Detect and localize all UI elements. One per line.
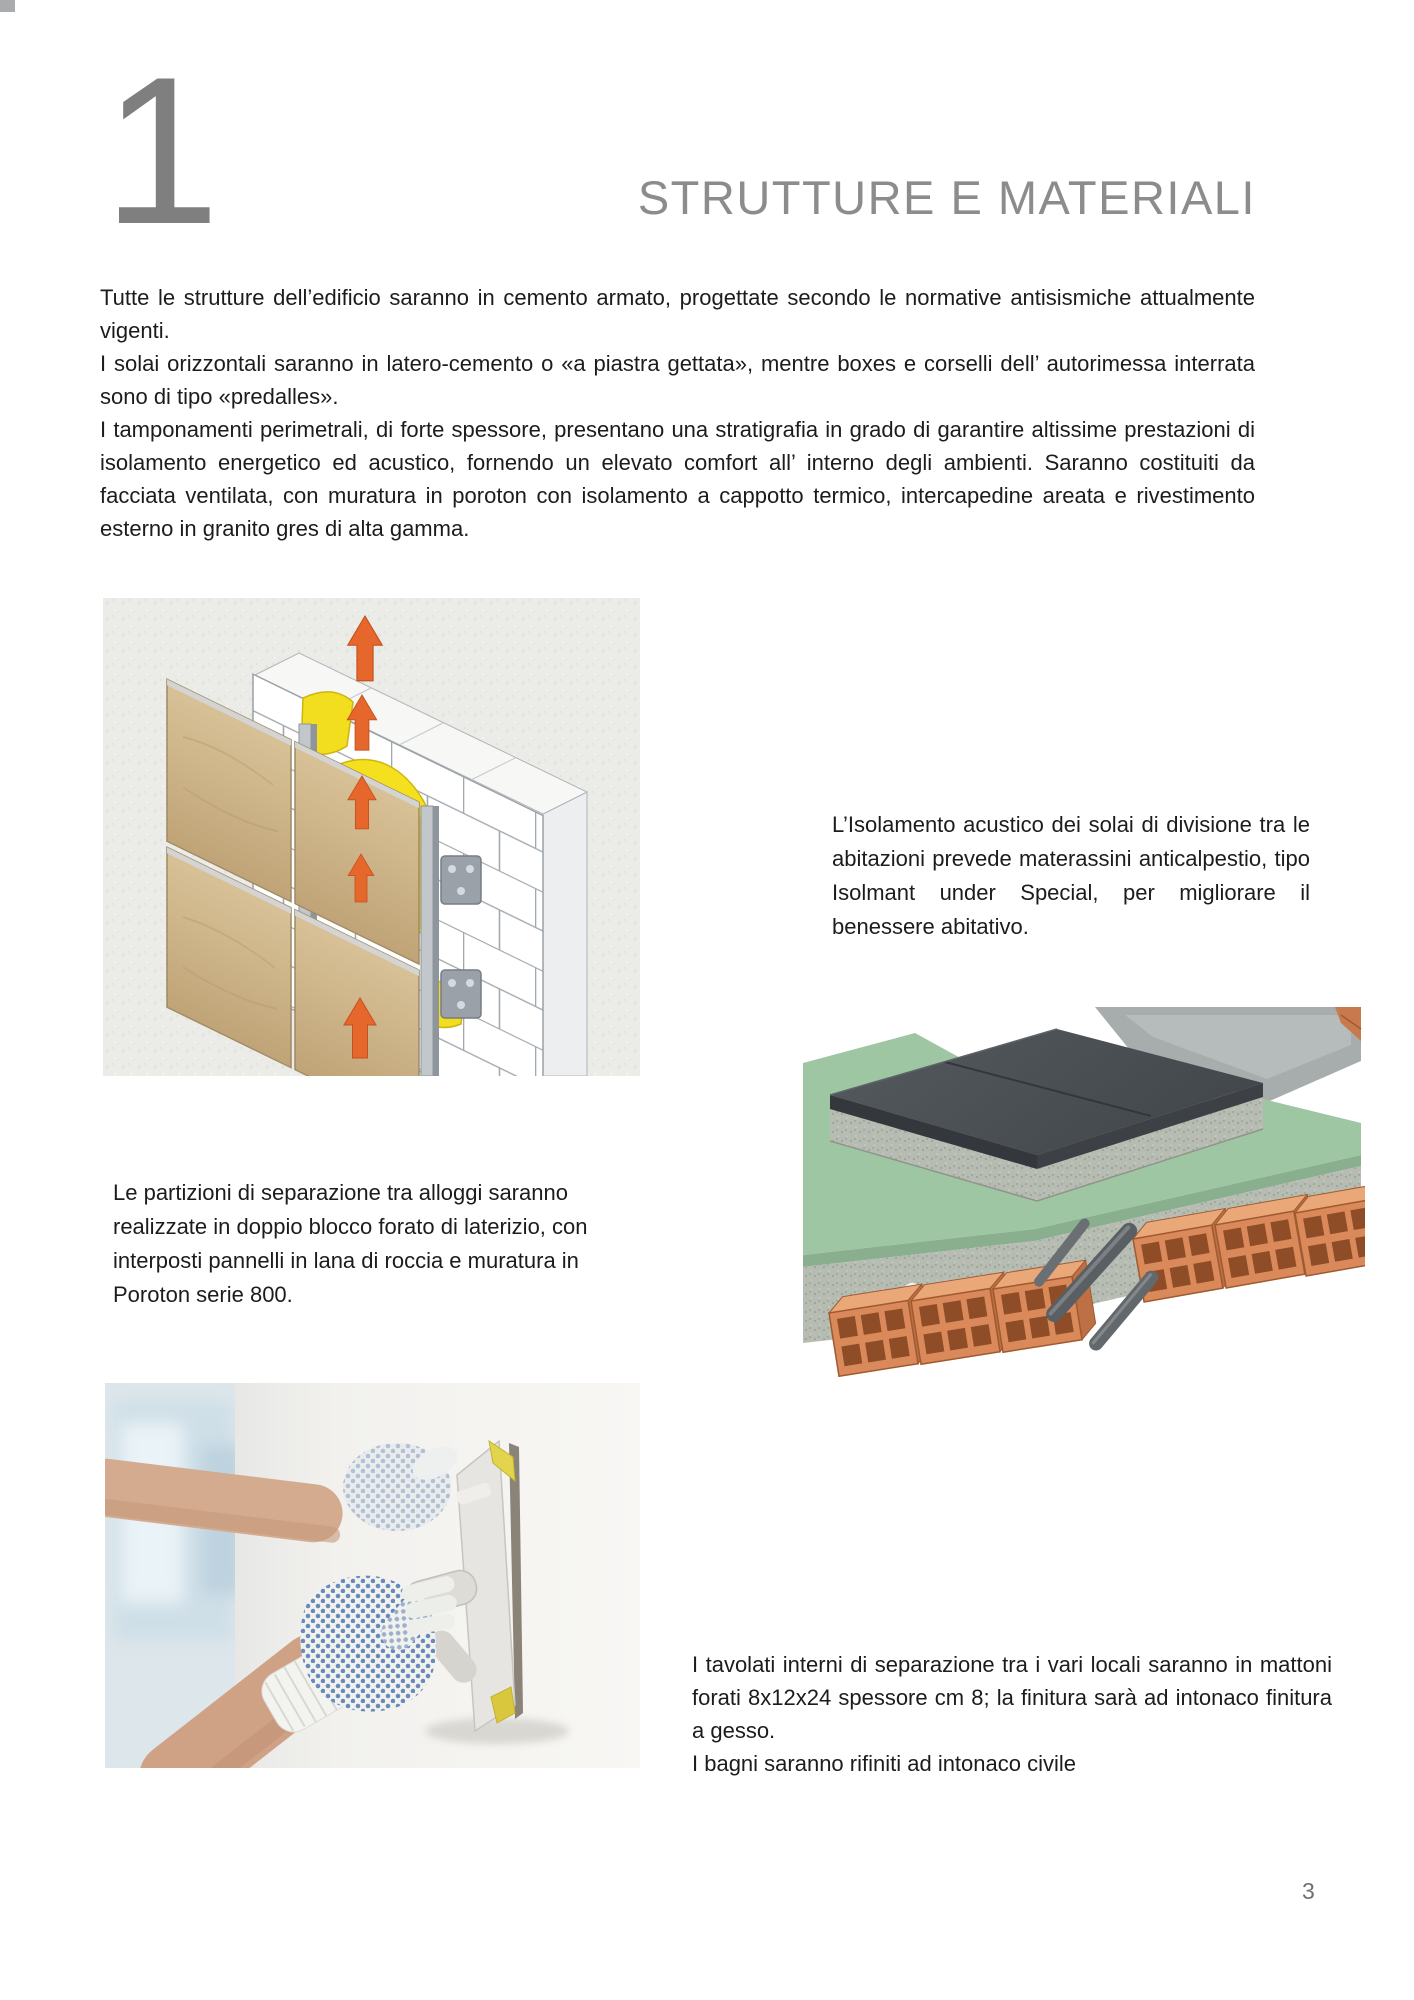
internal-walls-text-2: I bagni saranno rifiniti ad intonaco civile — [692, 1751, 1077, 1776]
intro-paragraph-3: I tamponamenti perimetrali, di forte spessore, presentano una stratigrafia in grado di garantire altissime prestazioni di isolamento energetico ed acustico, fornendo un elevato comfort all’ interno degli ambienti. Saranno costituiti da facciata ventilata, con muratura in poroton con isolamento a cappotto termico, intercapedine areata e rivestimento esterno in granito gres di alta gamma. — [100, 417, 1255, 541]
chapter-number: 1 — [103, 33, 220, 268]
internal-walls-callout — [692, 1648, 1332, 1780]
plastering-photo — [105, 1383, 640, 1768]
partitions-text: Le partizioni di separazione tra alloggi saranno realizzate in doppio blocco forato di laterizio, con interposti pannelli in lana di roccia e muratura in Poroton serie 800. — [113, 1180, 588, 1307]
acoustic-insulation-callout — [832, 808, 1310, 944]
page-title: STRUTTURE E MATERIALI — [637, 171, 1256, 224]
intro-paragraph-1: Tutte le strutture dell’edificio saranno in cemento armato, progettate secondo le normative antisismiche attualmente vigenti. — [100, 285, 1255, 343]
ventilated-facade-diagram — [103, 598, 640, 1076]
partitions-callout — [113, 1176, 637, 1312]
scan-corner-artifact — [0, 0, 15, 12]
intro-paragraph-2: I solai orizzontali saranno in latero-cemento o «a piastra gettata», mentre boxes e corselli dell’ autorimessa interrata sono di tipo «predalles». — [100, 351, 1255, 409]
internal-walls-text-1: I tavolati interni di separazione tra i vari locali saranno in mattoni forati 8x12x24 spessore cm 8; la finitura sarà ad intonaco finitura a gesso. — [692, 1652, 1332, 1743]
intro-paragraphs — [100, 281, 1255, 545]
floor-slab-insulation-render — [795, 1003, 1365, 1425]
acoustic-insulation-text: L’Isolamento acustico dei solai di divisione tra le abitazioni prevede materassini anticalpestio, tipo Isolmant under Special, per migliorare il benessere abitativo. — [832, 812, 1310, 939]
page-number: 3 — [1302, 1878, 1315, 1904]
